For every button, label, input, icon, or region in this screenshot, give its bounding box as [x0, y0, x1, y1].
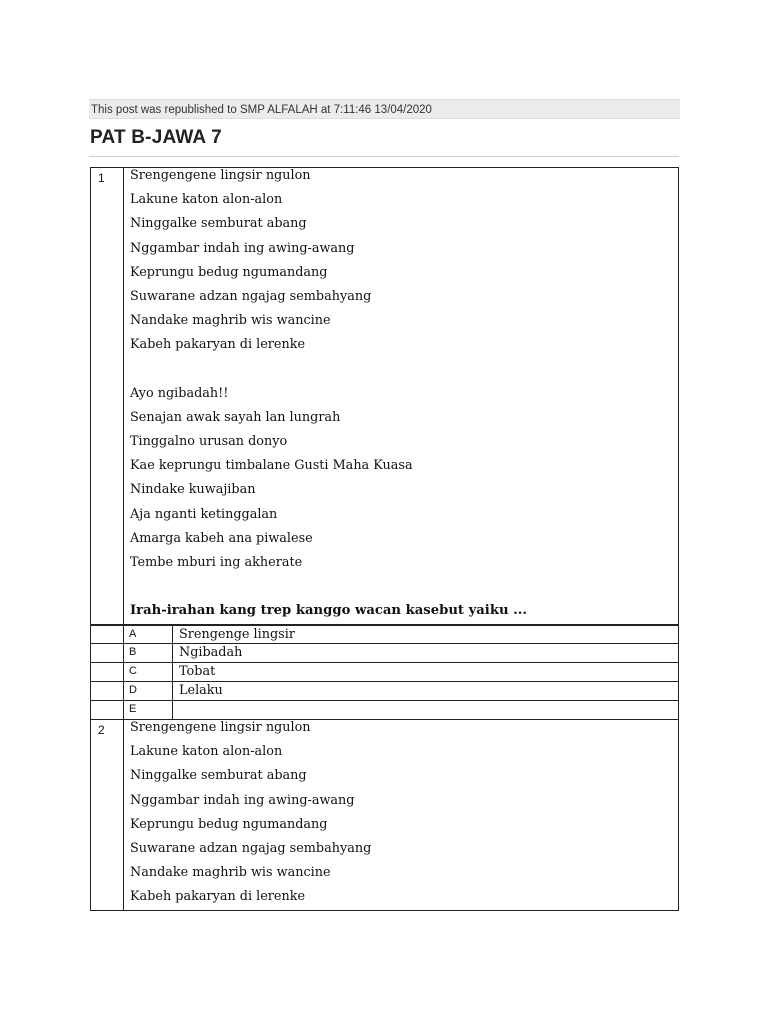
option-text: Ngibadah [179, 645, 243, 660]
poem-line: Ninggalke semburat abang [130, 768, 307, 784]
question-text [130, 168, 674, 628]
poem-line: Nandake maghrib wis wancine [130, 865, 331, 881]
poem-line: Kae keprungu timbalane Gusti Maha Kuasa [130, 458, 413, 474]
poem-line: Aja nganti ketinggalan [130, 506, 278, 522]
poem-line: Keprungu bedug ngumandang [130, 264, 328, 280]
option-row [90, 701, 679, 720]
option-letter: B [124, 644, 173, 662]
page-title: PAT B-JAWA 7 [90, 127, 222, 148]
poem-line: Srengengene lingsir ngulon [130, 168, 311, 183]
option-row [90, 625, 679, 644]
option-text: Tobat [179, 664, 216, 679]
option-text: Srengenge lingsir [179, 627, 295, 642]
option-blank-cell [91, 644, 124, 662]
poem-line: Nggambar indah ing awing-awang [130, 240, 355, 256]
question-number: 1 [91, 168, 124, 624]
option-row [90, 663, 679, 682]
option-blank-cell [91, 701, 124, 719]
poem-line: Kabeh pakaryan di lerenke [130, 337, 306, 353]
option-row [90, 644, 679, 663]
poem-line: Nggambar indah ing awing-awang [130, 792, 355, 808]
option-blank-cell [91, 682, 124, 700]
poem-line [130, 579, 674, 603]
poem-line: Suwarane adzan ngajag sembahyang [130, 840, 372, 856]
poem-line: Amarga kabeh ana piwalese [130, 530, 313, 546]
poem-line: Lakune katon alon-alon [130, 192, 283, 208]
option-text: Lelaku [179, 683, 223, 698]
poem-line [130, 362, 674, 386]
option-text [179, 701, 678, 719]
poem-line: Nindake kuwajiban [130, 482, 256, 498]
option-letter: E [124, 701, 173, 719]
poem-line: Srengengene lingsir ngulon [130, 720, 311, 735]
question-1 [90, 167, 679, 625]
poem-line: Tembe mburi ing akherate [130, 555, 303, 570]
poem-line: Lakune katon alon-alon [130, 744, 283, 760]
option-row [90, 682, 679, 701]
question-2 [90, 719, 679, 911]
option-blank-cell [91, 626, 124, 643]
poem-line: Tinggalno urusan donyo [130, 434, 288, 450]
option-letter: C [124, 663, 173, 681]
republish-banner: This post was republished to SMP ALFALAH at 7:11:46 13/04/2020 [89, 99, 680, 119]
option-blank-cell [91, 663, 124, 681]
option-letter: D [124, 682, 173, 700]
title-divider [89, 156, 679, 157]
poem-line: Keprungu bedug ngumandang [130, 816, 328, 832]
option-letter: A [124, 626, 173, 643]
poem-line: Suwarane adzan ngajag sembahyang [130, 288, 372, 304]
poem-line: Kabeh pakaryan di lerenke [130, 889, 306, 905]
question-text [130, 720, 674, 914]
poem-line: Ayo ngibadah!! [130, 385, 229, 401]
question-prompt: Irah-irahan kang trep kanggo wacan kasebut yaiku ... [130, 603, 527, 619]
poem-line: Senajan awak sayah lan lungrah [130, 409, 341, 425]
question-number: 2 [91, 720, 124, 910]
poem-line: Nandake maghrib wis wancine [130, 313, 331, 329]
poem-line: Ninggalke semburat abang [130, 216, 307, 232]
